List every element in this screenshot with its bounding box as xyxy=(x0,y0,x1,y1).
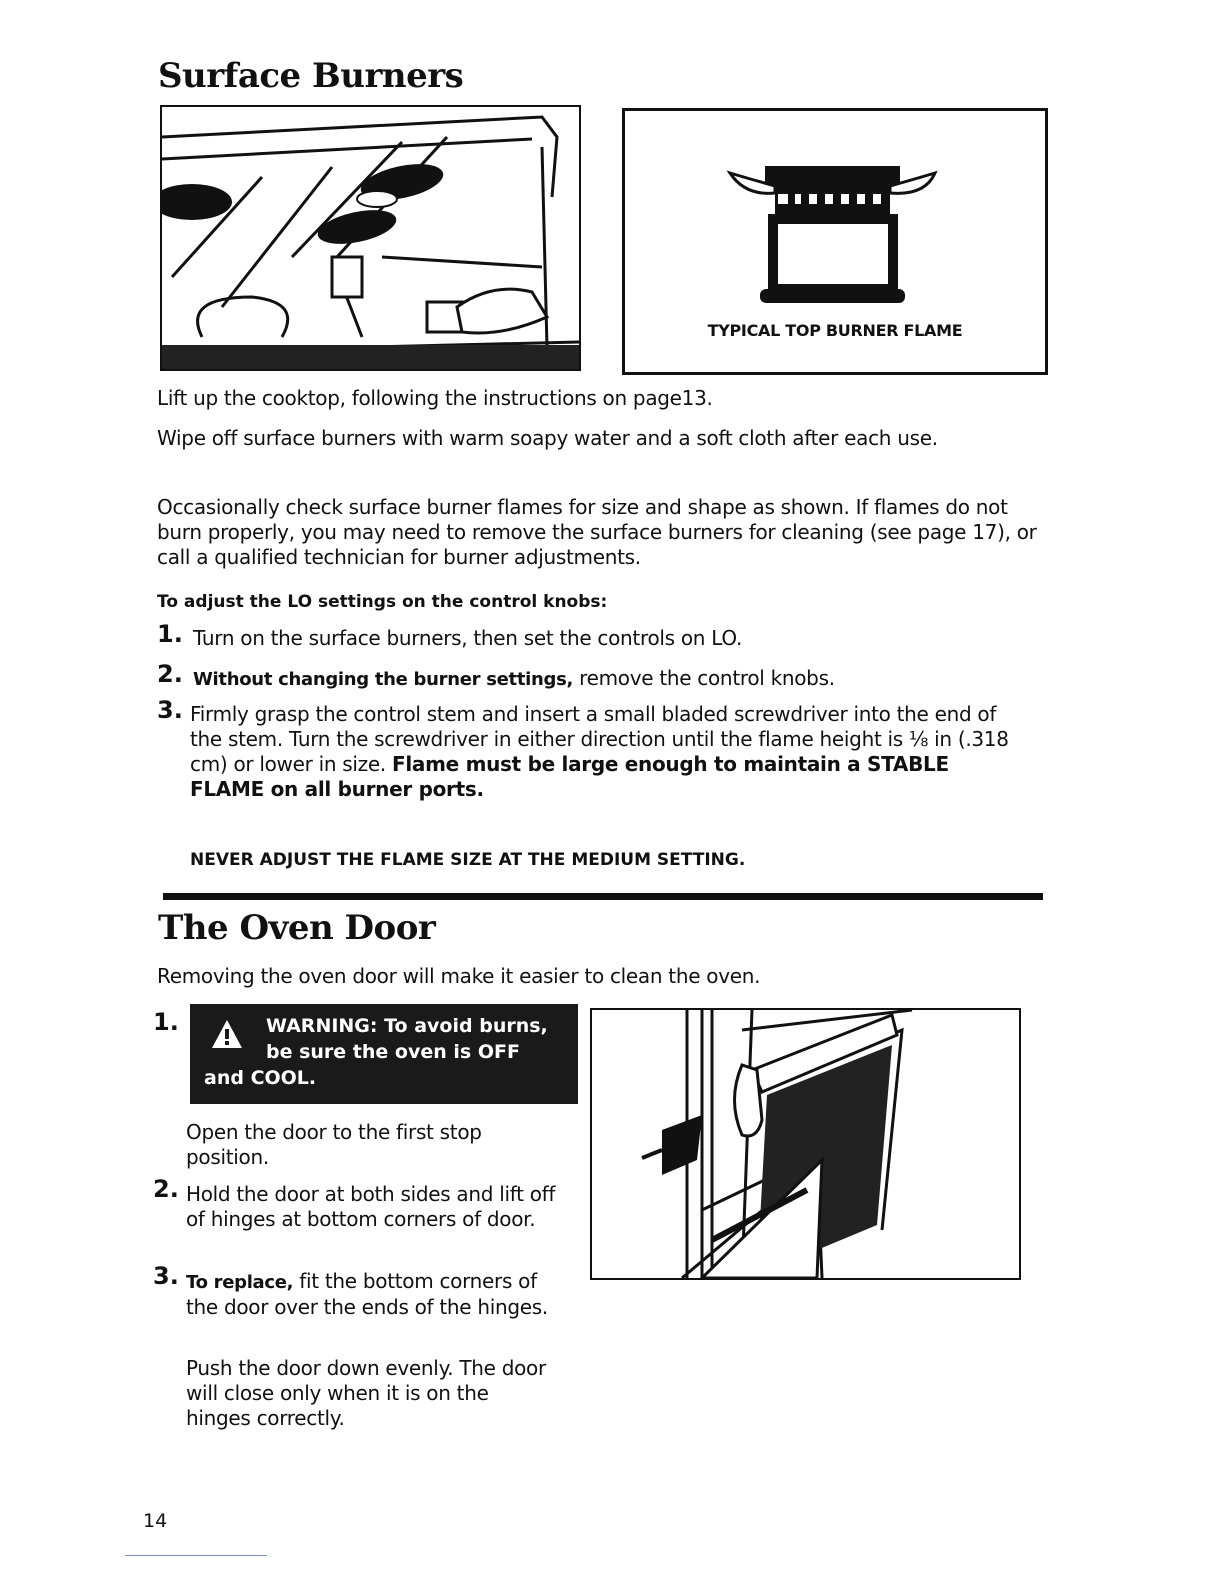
page-number: 14 xyxy=(143,1510,168,1532)
step-number: 1. xyxy=(153,1008,179,1036)
cooktop-illustration xyxy=(160,105,581,371)
burner-step-3-bold: Flame must be large enough to maintain a STABLE FLAME on all burner ports. xyxy=(190,752,949,801)
paragraph-lift-cooktop: Lift up the cooktop, following the instructions on page13. xyxy=(157,386,713,410)
footer-rule xyxy=(125,1555,267,1556)
flame-caption: TYPICAL TOP BURNER FLAME xyxy=(707,321,963,340)
burner-step-2-bold: Without changing the burner settings, xyxy=(193,669,574,690)
door-step-1: Open the door to the first stop position. xyxy=(186,1120,482,1169)
never-adjust-warning: NEVER ADJUST THE FLAME SIZE AT THE MEDIUM SETTING. xyxy=(190,850,746,870)
step-number: 2. xyxy=(157,660,183,688)
step-number: 3. xyxy=(153,1262,179,1290)
section-title-surface-burners: Surface Burners xyxy=(158,56,464,96)
section-divider xyxy=(163,893,1043,900)
warning-line-2: be sure the oven is OFF xyxy=(266,1041,520,1063)
oven-door-drawing xyxy=(592,1010,1019,1278)
warning-line-1: WARNING: To avoid burns, xyxy=(266,1015,548,1037)
flame-illustration-box xyxy=(622,108,1048,375)
oven-door-illustration xyxy=(590,1008,1021,1280)
door-step-3 xyxy=(186,1269,566,1320)
warning-box xyxy=(190,1004,578,1104)
warning-triangle-icon xyxy=(210,1018,244,1050)
step-number: 1. xyxy=(157,620,183,648)
warning-line-3: and COOL. xyxy=(204,1067,317,1089)
door-step-2: Hold the door at both sides and lift off of hinges at bottom corners of door. xyxy=(186,1182,556,1231)
paragraph-oven-door-intro: Removing the oven door will make it easier to clean the oven. xyxy=(157,964,761,988)
burner-step-1: Turn on the surface burners, then set the controls on LO. xyxy=(193,626,743,650)
burner-step-2-text: remove the control knobs. xyxy=(573,666,835,690)
cooktop-drawing xyxy=(162,107,579,369)
section-title-oven-door: The Oven Door xyxy=(158,908,436,948)
burner-step-2 xyxy=(193,666,1033,692)
door-step-3-text: fit the bottom corners of the door over the ends of the hinges. xyxy=(186,1269,548,1319)
step-number: 3. xyxy=(157,696,183,724)
burner-flame-drawing xyxy=(625,111,1045,311)
step-number: 2. xyxy=(153,1175,179,1203)
paragraph-wipe-burners: Wipe off surface burners with warm soapy water and a soft cloth after each use. xyxy=(157,426,938,450)
paragraph-push-door: Push the door down evenly. The door will close only when it is on the hinges correctly. xyxy=(186,1356,546,1430)
door-step-3-bold: To replace, xyxy=(186,1272,294,1293)
paragraph-check-flames: Occasionally check surface burner flames for size and shape as shown. If flames do not burn properly, you may need to remove the surface burners for cleaning (see page 17), or call a qualified technician for burner adjustments. xyxy=(157,495,1037,569)
lo-settings-heading: To adjust the LO settings on the control knobs: xyxy=(157,592,608,612)
burner-step-3 xyxy=(190,702,1010,802)
burner-step-3-text: Firmly grasp the control stem and insert a small bladed screwdriver into the end of the stem. Turn the screwdriver in either direction until the flame height is ⅛ in (.318 cm) or lower in size. xyxy=(190,702,1009,776)
